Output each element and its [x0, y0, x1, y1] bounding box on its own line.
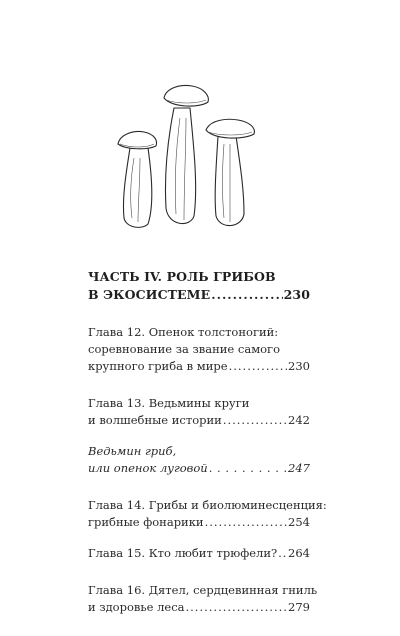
page-number: 254 — [288, 515, 310, 529]
page-number: 247 — [288, 461, 310, 475]
mushrooms-illustration — [108, 78, 268, 248]
page-number: 279 — [288, 600, 310, 614]
entry-line: грибные фонарики — [88, 515, 204, 529]
toc-entry-witch-mushroom[interactable] — [88, 443, 310, 477]
page-number: 230 — [288, 359, 310, 373]
dot-leader — [205, 514, 287, 531]
table-of-contents — [88, 268, 327, 636]
toc-entry-chapter-16[interactable] — [88, 582, 318, 616]
page-number: 230 — [283, 287, 310, 302]
dot-leader — [209, 460, 287, 477]
entry-line: Ведьмин гриб, — [88, 444, 177, 458]
toc-entry-chapter-13[interactable] — [88, 395, 310, 429]
dot-leader — [186, 599, 288, 616]
entry-line: Глава 14. Грибы и биолюминесценция: — [88, 498, 327, 512]
toc-entry-chapter-14[interactable] — [88, 497, 327, 531]
entry-line: и волшебные истории — [88, 413, 222, 427]
page-number: 242 — [288, 413, 310, 427]
entry-line: и здоровье леса — [88, 600, 185, 614]
dot-leader — [223, 412, 287, 429]
dot-leader — [229, 358, 287, 375]
entry-line: соревнование за звание самого — [88, 342, 281, 356]
part-title-line1: ЧАСТЬ IV. РОЛЬ ГРИБОВ — [88, 269, 276, 284]
entry-line: или опенок луговой — [88, 461, 208, 475]
toc-part-heading[interactable] — [88, 268, 310, 304]
toc-entry-chapter-12[interactable] — [88, 324, 310, 375]
dot-leader — [211, 286, 282, 304]
part-title-line2: В ЭКОСИСТЕМЕ — [88, 287, 211, 302]
toc-entry-chapter-15[interactable] — [88, 545, 310, 562]
dot-leader — [278, 545, 287, 562]
entry-line: Глава 13. Ведьмины круги — [88, 396, 250, 410]
entry-line: Глава 16. Дятел, сердцевинная гниль — [88, 583, 318, 597]
entry-line: Глава 12. Опенок толстоногий: — [88, 325, 279, 339]
page-number: 264 — [288, 546, 310, 560]
entry-line: Глава 15. Кто любит трюфели? — [88, 546, 278, 560]
entry-line: крупного гриба в мире — [88, 359, 228, 373]
